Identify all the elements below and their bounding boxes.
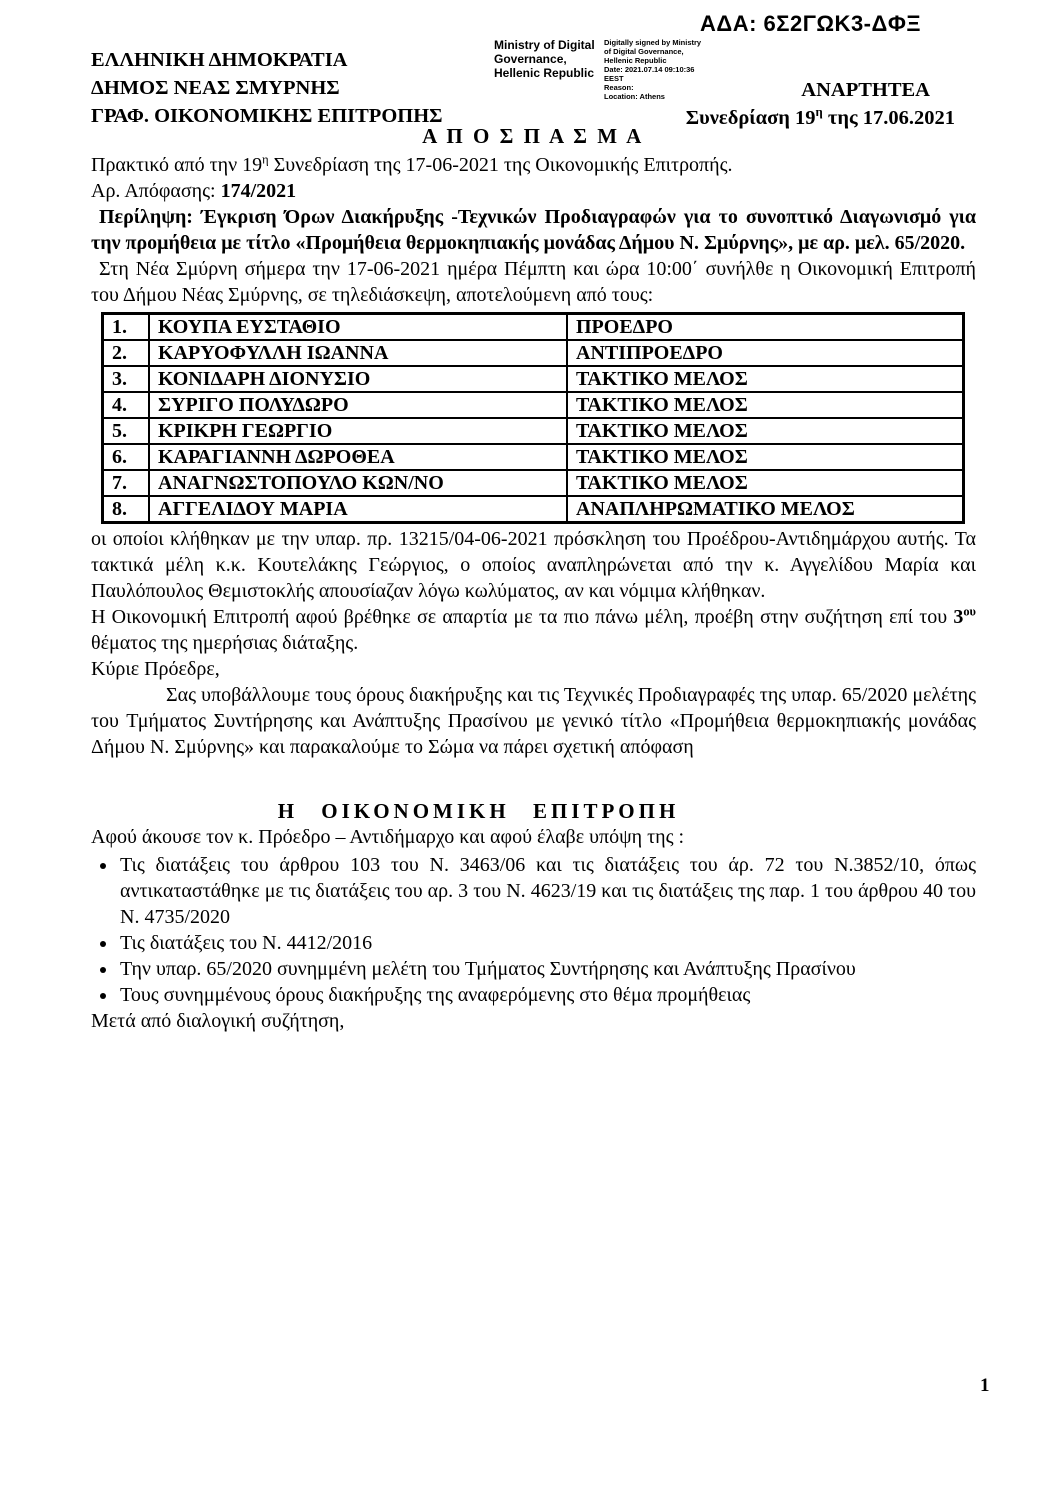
decision-number-label: Αρ. Απόφασης: <box>91 180 221 202</box>
decision-number-line <box>91 178 976 204</box>
member-name: ΚΟΝΙΔΑΡΗ ΔΙΟΝΥΣΙΟ <box>149 366 567 392</box>
member-number: 5. <box>103 418 150 444</box>
agenda-item-number: 3 <box>953 606 964 628</box>
session-date-text: της 17.06.2021 <box>822 107 955 129</box>
consideration-item: • Τους συνημμένους όρους διακήρυξης της αναφερόμενης στο θέμα προμήθειας <box>118 982 976 1008</box>
page-number: 1 <box>980 1375 990 1396</box>
member-row <box>103 444 964 470</box>
consideration-item: • Τις διατάξεις του Ν. 4412/2016 <box>118 930 976 956</box>
document-title: Α Π Ο Σ Π Α Σ Μ Α <box>422 124 644 148</box>
issuer-line-office: ΓΡΑΦ. ΟΙΚΟΝΟΜΙΚΗΣ ΕΠΙΤΡΟΠΗΣ <box>91 105 443 127</box>
member-role: ΤΑΚΤΙΚΟ ΜΕΛΟΣ <box>567 470 964 496</box>
quorum-paragraph <box>91 604 976 656</box>
signature-detail-line: of Digital Governance, <box>604 47 684 56</box>
member-number: 4. <box>103 392 150 418</box>
closing-line: Μετά από διαλογική συζήτηση, <box>91 1010 345 1032</box>
member-role: ΤΑΚΤΙΚΟ ΜΕΛΟΣ <box>567 366 964 392</box>
consideration-item: • Την υπαρ. 65/2020 συνημμένη μελέτη του Τμήματος Συντήρησης και Ανάπτυξης Πρασίνου <box>118 956 976 982</box>
member-number: 8. <box>103 496 150 523</box>
issuer-block <box>91 46 443 130</box>
invitation-paragraph: οι οποίοι κλήθηκαν με την υπαρ. πρ. 13215/04-06-2021 πρόσκληση του Προέδρου-Αντιδημάρχου αυτής. Τα τακτικά μέλη κ.κ. Κουτελάκης Γεώργιος, ο οποίος αναπληρώνεται από την κ. Αγγελίδου Μαρία και Παυλόπουλος Θεμιστοκλής απουσίαζαν λόγω κωλύματος, αν και νόμιμα κλήθηκαν. <box>91 528 976 602</box>
considerations-list <box>91 852 976 1008</box>
member-role: ΠΡΟΕΔΡΟ <box>567 314 964 341</box>
member-role: ΤΑΚΤΙΚΟ ΜΕΛΟΣ <box>567 392 964 418</box>
member-number: 1. <box>103 314 150 341</box>
minutes-text: Συνεδρίαση της 17-06-2021 της Οικονομικής Επιτροπής. <box>268 154 733 176</box>
signature-detail-line: Reason: <box>604 83 634 92</box>
ada-code: ΑΔΑ: 6Σ2ΓΩΚ3-ΔΦΞ <box>700 11 922 36</box>
member-role: ΤΑΚΤΙΚΟ ΜΕΛΟΣ <box>567 418 964 444</box>
committee-heading: Η ΟΙΚΟΝΟΜΙΚΗ ΕΠΙΤΡΟΠΗ <box>277 799 680 823</box>
member-row <box>103 496 964 523</box>
document-body <box>91 152 976 1034</box>
member-row <box>103 340 964 366</box>
submission-paragraph: Σας υποβάλλουμε τους όρους διακήρυξης και τις Τεχνικές Προδιαγραφές της υπαρ. 65/2020 μελέτης του Τμήματος Συντήρησης και Ανάπτυξης Πρασίνου με γενικό τίτλο «Προμήθεια θερμοκηπιακής μονάδας Δήμου Ν. Σμύρνης» και παρακαλούμε το Σώμα να πάρει σχετική απόφαση <box>91 684 976 758</box>
member-number: 6. <box>103 444 150 470</box>
signature-detail-line: Location: Athens <box>604 92 665 101</box>
member-number: 2. <box>103 340 150 366</box>
member-role: ΑΝΑΠΛΗΡΩΜΑΤΙΚΟ ΜΕΛΟΣ <box>567 496 964 523</box>
summary-paragraph: Περίληψη: Έγκριση Όρων Διακήρυξης -Τεχνικών Προδιαγραφών για το συνοπτικό Διαγωνισμό για την προμήθεια με τίτλο «Προμήθεια θερμοκηπιακής μονάδας Δήμου Ν. Σμύρνης», με αρ. μελ. 65/2020. <box>91 206 976 254</box>
member-name: ΚΟΥΠΑ ΕΥΣΤΑΘΙΟ <box>149 314 567 341</box>
signature-authority-line: Governance, <box>494 52 567 66</box>
digital-signature-stamp <box>494 38 712 101</box>
member-name: ΣΥΡΙΓΟ ΠΟΛΥΔΩΡΟ <box>149 392 567 418</box>
member-number: 7. <box>103 470 150 496</box>
member-name: ΑΓΓΕΛΙΔΟΥ ΜΑΡΙΑ <box>149 496 567 523</box>
minutes-ordinal-superscript: η <box>262 152 269 167</box>
minutes-text: Πρακτικό από την 19 <box>91 154 263 176</box>
member-row <box>103 418 964 444</box>
member-name: ΚΡΙΚΡΗ ΓΕΩΡΓΙΟ <box>149 418 567 444</box>
signature-detail-line: Date: 2021.07.14 09:10:36 <box>604 65 695 74</box>
agenda-item-superscript: ου <box>963 604 976 619</box>
signature-detail-line: Digitally signed by Ministry <box>604 38 702 47</box>
member-row <box>103 366 964 392</box>
session-info-text: Συνεδρίαση 19 <box>685 107 816 129</box>
member-name: ΚΑΡΑΓΙΑΝΝΗ ΔΩΡΟΘΕΑ <box>149 444 567 470</box>
member-role: ΑΝΤΙΠΡΟΕΔΡΟ <box>567 340 964 366</box>
member-name: ΑΝΑΓΝΩΣΤΟΠΟΥΛΟ ΚΩΝ/ΝΟ <box>149 470 567 496</box>
members-table <box>101 312 965 524</box>
signature-detail-line: EEST <box>604 74 624 83</box>
quorum-text: θέματος της ημερήσιας διάταξης. <box>91 632 359 654</box>
anartitea-label: ΑΝΑΡΤΗΤΕΑ <box>801 79 930 101</box>
quorum-text: Η Οικονομική Επιτροπή αφού βρέθηκε σε απαρτία με τα πιο πάνω μέλη, προέβη στην συζήτηση επί του <box>91 606 954 628</box>
consideration-item: • Τις διατάξεις του άρθρου 103 του Ν. 3463/06 και τις διατάξεις του άρ. 72 του Ν.3852/10, όπως αντικαταστάθηκε με τις διατάξεις του αρ. 3 του Ν. 4623/19 και τις διατάξεις της παρ. 1 του άρθρου 40 του Ν. 4735/2020 <box>118 852 976 930</box>
signature-detail-line: Hellenic Republic <box>604 56 667 65</box>
member-row <box>103 314 964 341</box>
member-name: ΚΑΡΥΟΦΥΛΛΗ ΙΩΑΝΝΑ <box>149 340 567 366</box>
salutation-line: Κύριε Πρόεδρε, <box>91 658 220 680</box>
decision-number-value: 174/2021 <box>220 180 297 202</box>
intro-paragraph: Στη Νέα Σμύρνη σήμερα την 17-06-2021 ημέρα Πέμπτη και ώρα 10:00΄ συνήλθε η Οικονομική Επιτροπή του Δήμου Νέας Σμύρνης, σε τηλεδιάσκεψη, αποτελούμενη από τους: <box>91 258 976 306</box>
issuer-line-municipality: ΔΗΜΟΣ ΝΕΑΣ ΣΜΥΡΝΗΣ <box>91 77 340 99</box>
member-row <box>103 470 964 496</box>
member-role: ΤΑΚΤΙΚΟ ΜΕΛΟΣ <box>567 444 964 470</box>
minutes-line <box>91 152 976 178</box>
signature-authority-line: Ministry of Digital <box>494 38 595 52</box>
session-ordinal-superscript: η <box>815 105 823 120</box>
signature-authority-line: Hellenic Republic <box>494 66 595 80</box>
member-number: 3. <box>103 366 150 392</box>
heard-paragraph: Αφού άκουσε τον κ. Πρόεδρο – Αντιδήμαρχο και αφού έλαβε υπόψη της : <box>91 826 685 848</box>
signature-authority <box>494 38 596 101</box>
member-row <box>103 392 964 418</box>
issuer-line-republic: ΕΛΛΗΝΙΚΗ ΔΗΜΟΚΡΑΤΙΑ <box>91 49 348 71</box>
